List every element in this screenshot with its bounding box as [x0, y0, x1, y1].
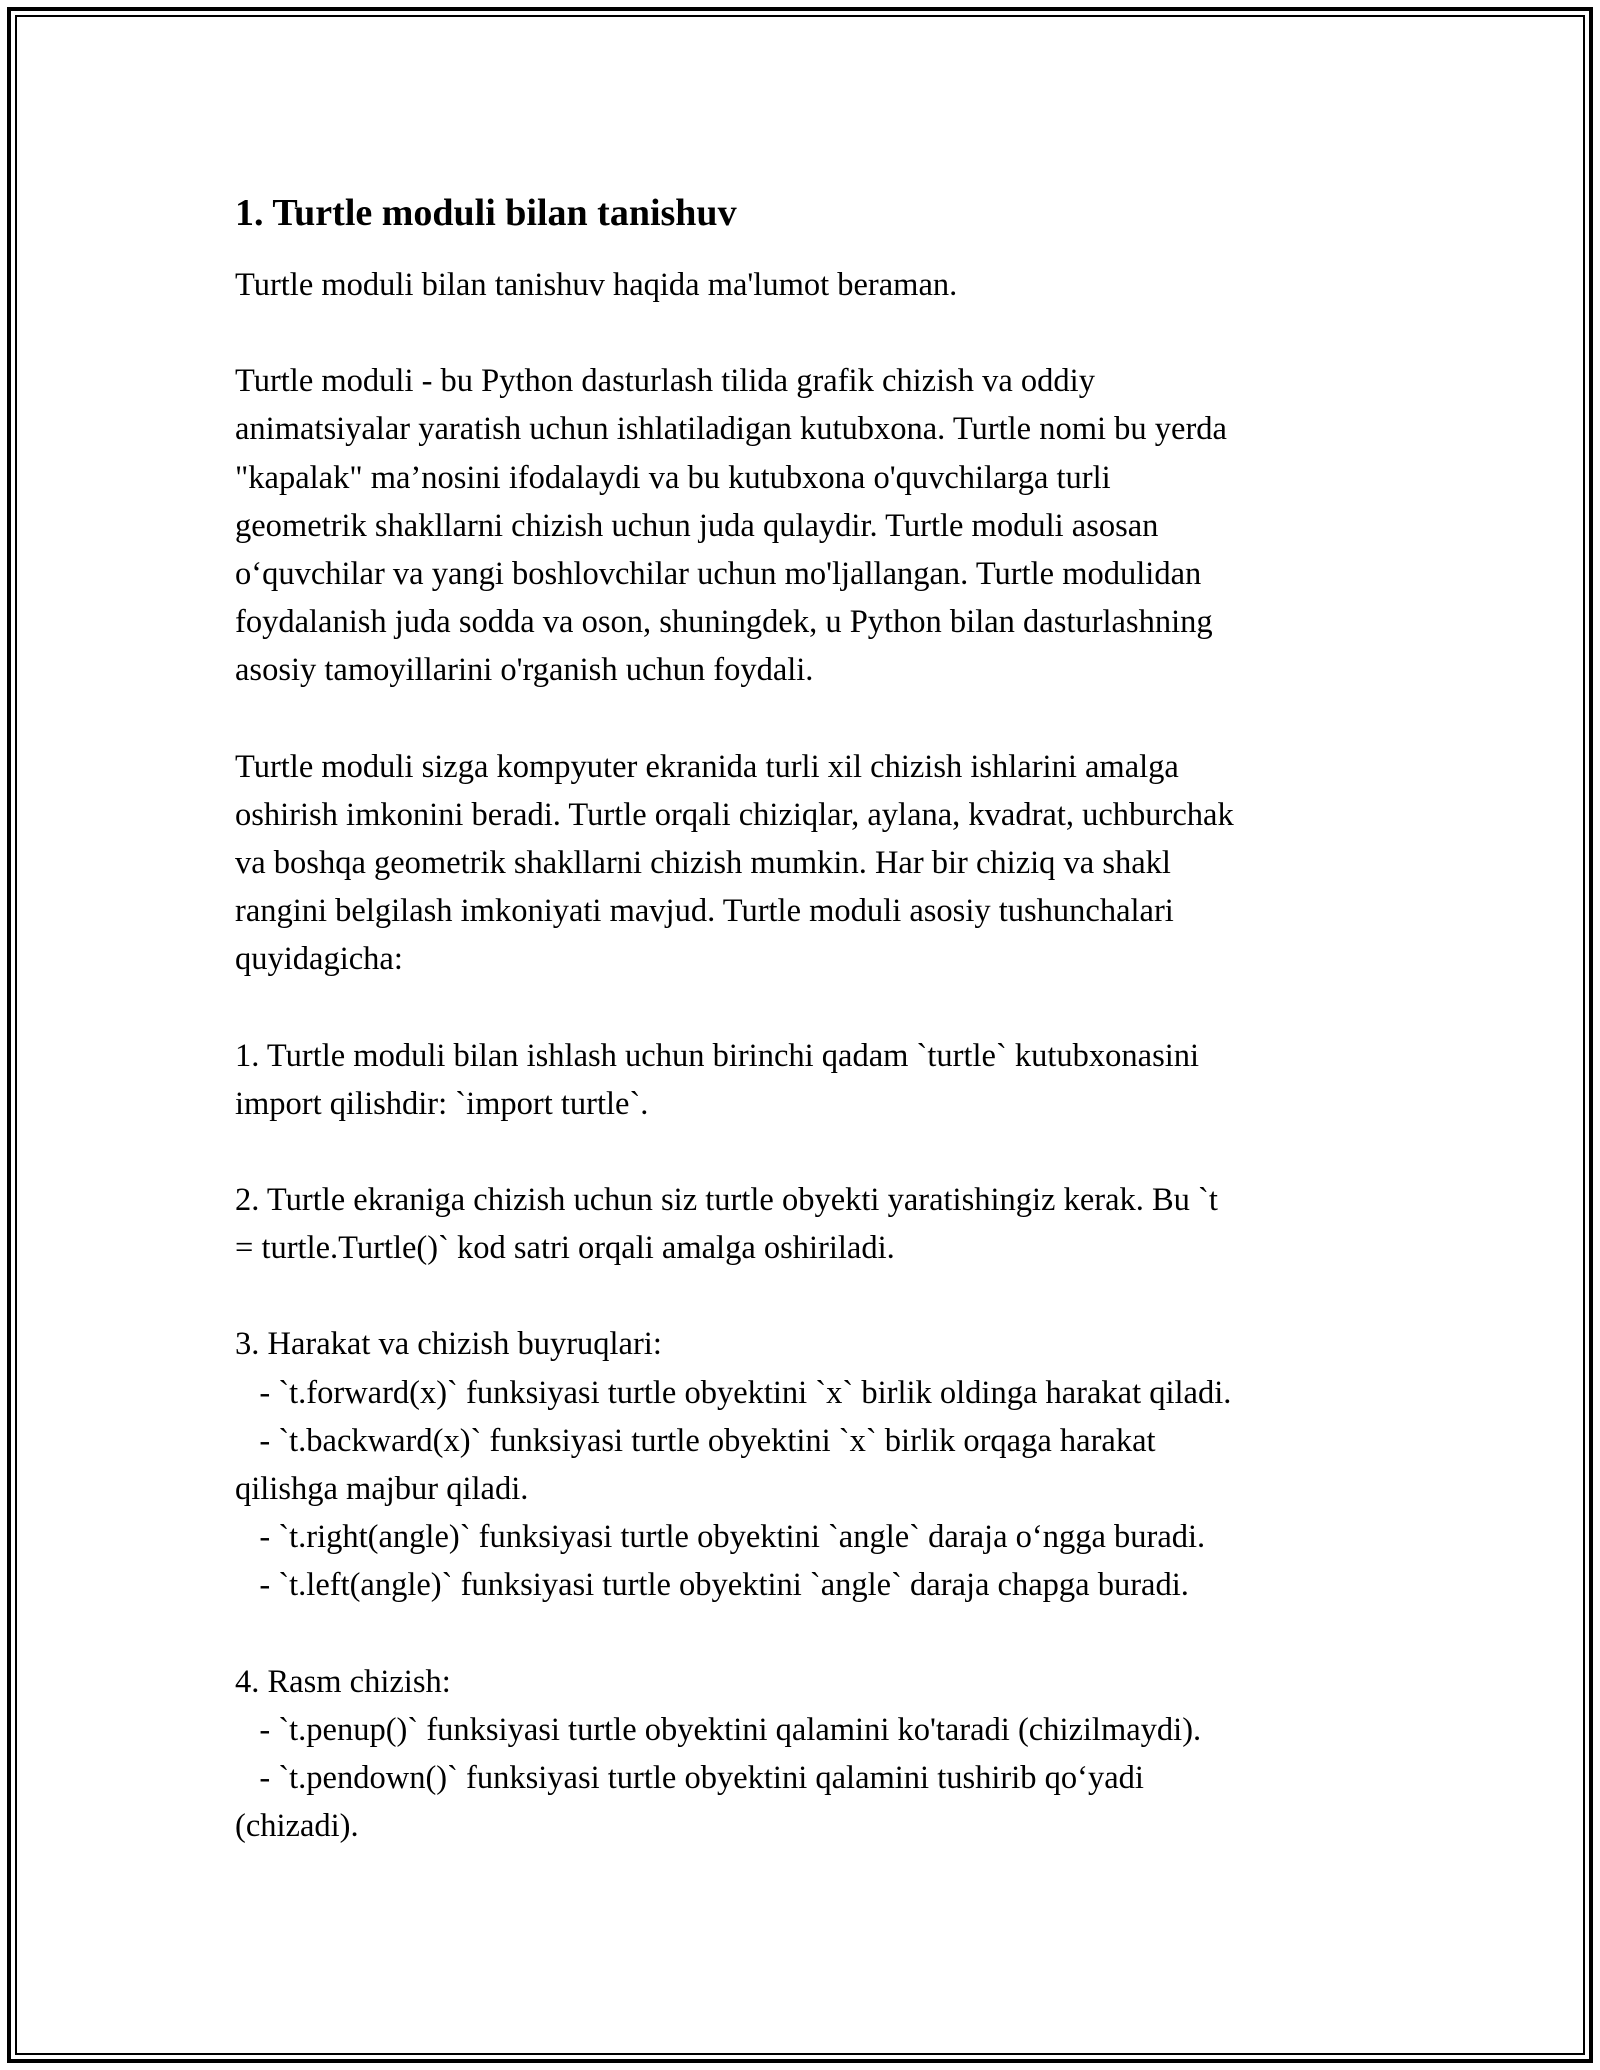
step-2-paragraph: [235, 1176, 1375, 1272]
text-line: va boshqa geometrik shakllarni chizish mumkin. Har bir chiziq va shakl: [235, 845, 1171, 882]
text-line: asosiy tamoyillarini o'rganish uchun foydali.: [235, 652, 814, 689]
definition-paragraph: [235, 357, 1375, 694]
text-line: quyidagicha:: [235, 941, 403, 978]
text-line: foydalanish juda sodda va oson, shuningdek, u Python bilan dasturlashning: [235, 604, 1213, 641]
text-line: oshirish imkonini beradi. Turtle orqali chiziqlar, aylana, kvadrat, uchburchak: [235, 796, 1234, 833]
text-line: Turtle moduli sizga kompyuter ekranida turli xil chizish ishlarini amalga: [235, 748, 1179, 785]
text-line: Turtle moduli bilan tanishuv haqida ma'lumot beraman.: [235, 267, 958, 303]
text-line: - `t.left(angle)` funksiyasi turtle obyektini `angle` daraja chapga buradi.: [235, 1567, 1189, 1604]
text-line: 3. Harakat va chizish buyruqlari:: [235, 1326, 662, 1363]
text-line: = turtle.Turtle()` kod satri orqali amalga oshiriladi.: [235, 1230, 895, 1267]
capabilities-paragraph: [235, 743, 1375, 984]
text-line: - `t.backward(x)` funksiyasi turtle obyektini `x` birlik orqaga harakat: [235, 1422, 1156, 1459]
text-line: - `t.forward(x)` funksiyasi turtle obyektini `x` birlik oldinga harakat qiladi.: [235, 1374, 1232, 1411]
text-line: "kapalak" ma’nosini ifodalaydi va bu kutubxona o'quvchilarga turli: [235, 459, 1111, 496]
intro-paragraph: [235, 261, 1375, 309]
text-line: 1. Turtle moduli bilan ishlash uchun birinchi qadam `turtle` kutubxonasini: [235, 1037, 1200, 1074]
text-line: geometrik shakllarni chizish uchun juda qulaydir. Turtle moduli asosan: [235, 507, 1159, 544]
text-line: - `t.pendown()` funksiyasi turtle obyektini qalamini tushirib qo‘yadi: [235, 1760, 1144, 1797]
step-3-paragraph: [235, 1320, 1375, 1609]
text-line: import qilishdir: `import turtle`.: [235, 1085, 649, 1122]
text-line: qilishga majbur qiladi.: [235, 1471, 529, 1508]
text-line: - `t.penup()` funksiyasi turtle obyektini qalamini ko'taradi (chizilmaydi).: [235, 1711, 1202, 1748]
text-line: 4. Rasm chizish:: [235, 1663, 451, 1700]
text-line: 2. Turtle ekraniga chizish uchun siz turtle obyekti yaratishingiz kerak. Bu `t: [235, 1182, 1218, 1219]
text-line: Turtle moduli - bu Python dasturlash tilida grafik chizish va oddiy: [235, 363, 1095, 400]
text-line: animatsiyalar yaratish uchun ishlatiladigan kutubxona. Turtle nomi bu yerda: [235, 411, 1227, 448]
section-heading: 1. Turtle moduli bilan tanishuv: [235, 192, 737, 234]
text-line: rangini belgilash imkoniyati mavjud. Turtle moduli asosiy tushunchalari: [235, 893, 1174, 930]
document-body: [235, 185, 1375, 1898]
text-line: - `t.right(angle)` funksiyasi turtle obyektini `angle` daraja o‘ngga buradi.: [235, 1519, 1206, 1556]
step-4-paragraph: [235, 1658, 1375, 1851]
step-1-paragraph: [235, 1032, 1375, 1128]
text-line: (chizadi).: [235, 1808, 359, 1845]
text-line: o‘quvchilar va yangi boshlovchilar uchun mo'ljallangan. Turtle modulidan: [235, 556, 1202, 593]
